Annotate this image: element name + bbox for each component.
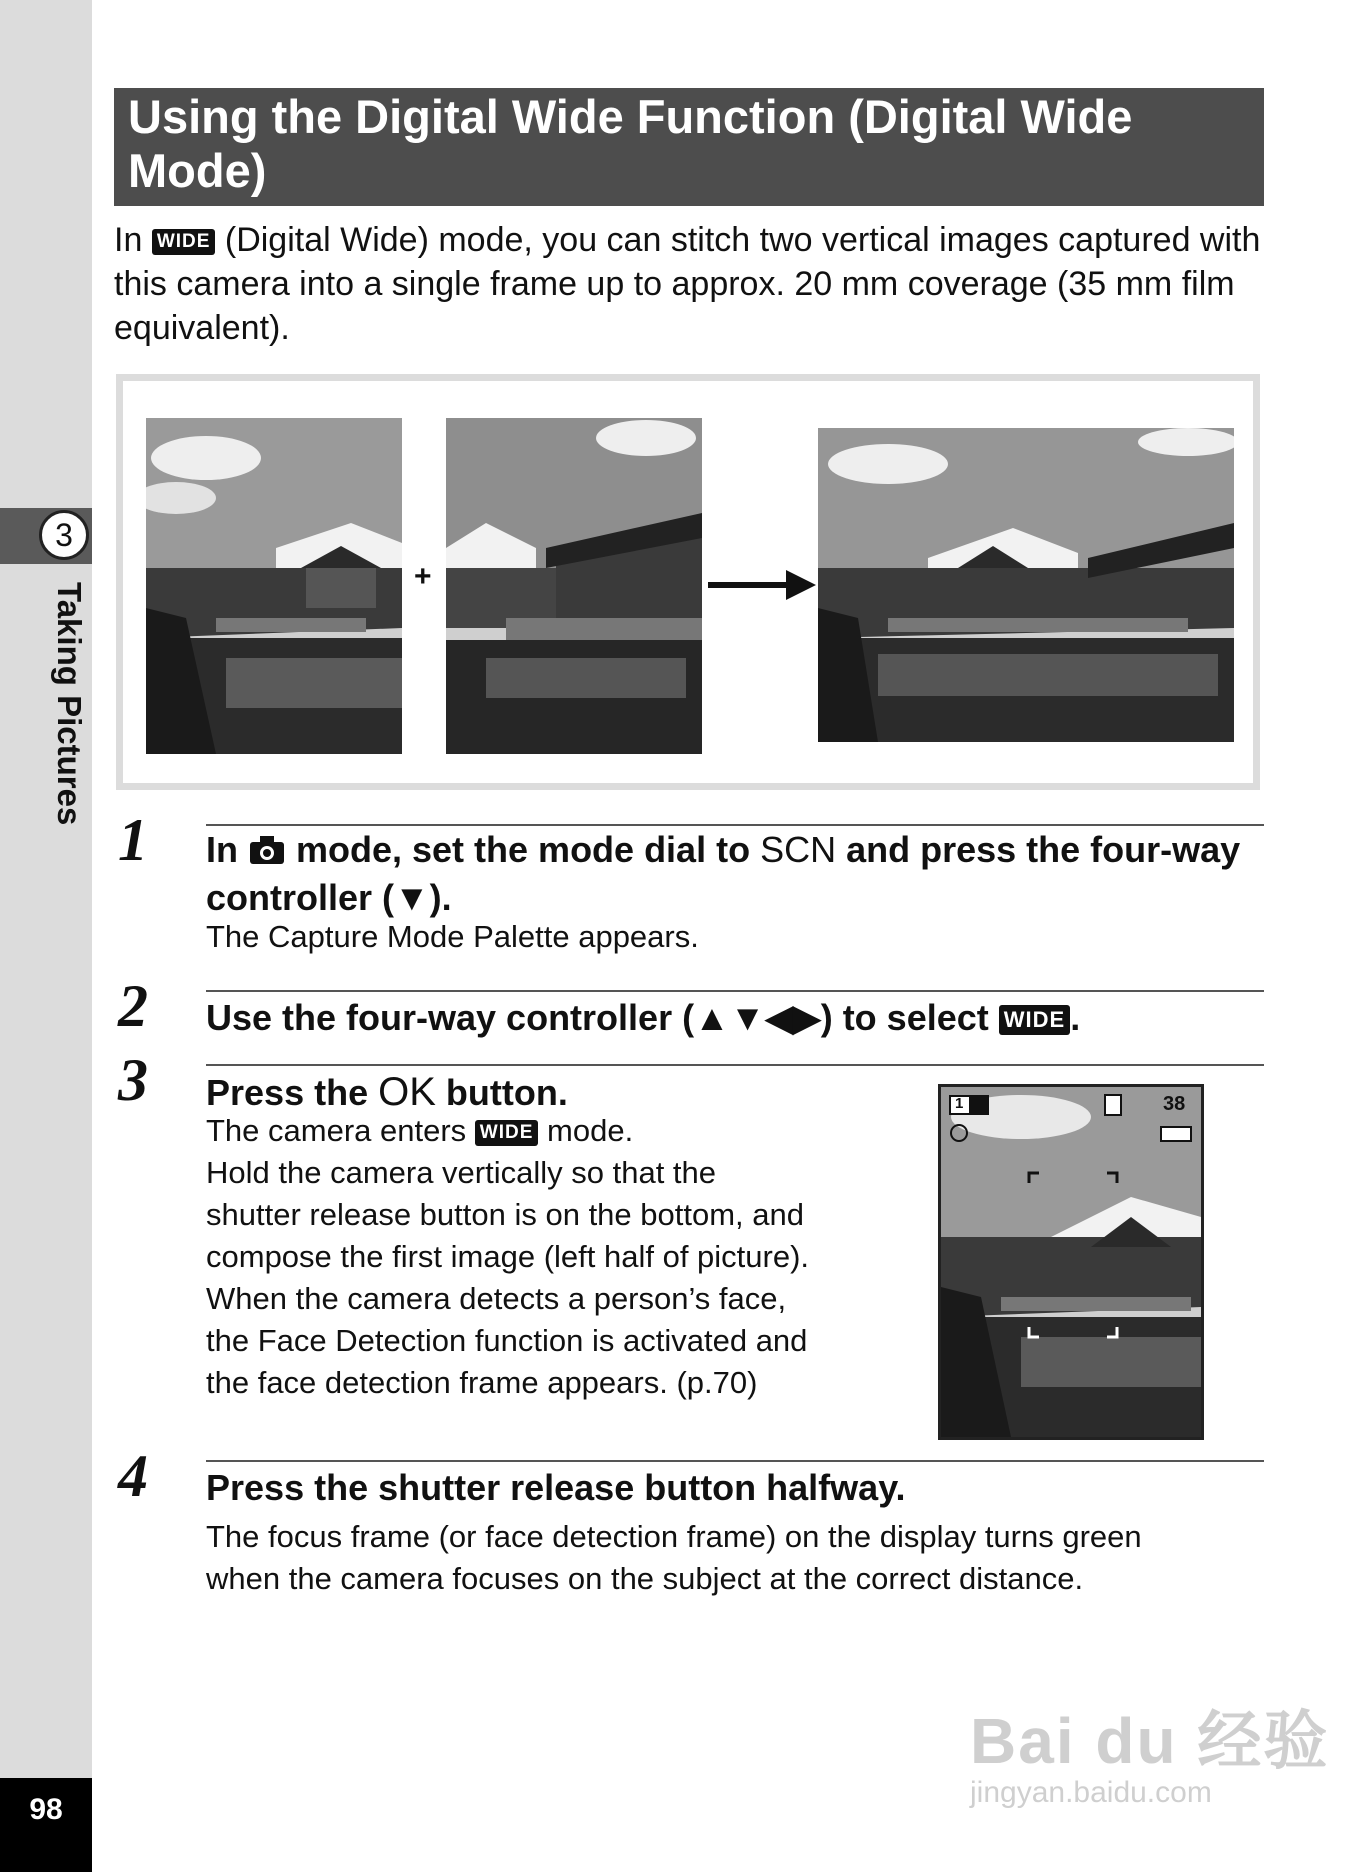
step-2-number: 2 [118,973,148,1039]
step-1-title-text-c: and press the four-way controller (▼). [206,829,1241,918]
step-3-title-text-a: Press the [206,1072,379,1113]
baidu-watermark [970,1690,1329,1810]
arrow-right-icon [708,570,818,600]
step-2-title [206,994,1266,1042]
page-number: 98 [29,1793,63,1826]
section-title: Using the Digital Wide Function (Digital Wide Mode) [128,90,1133,197]
chapter-title: Taking Pictures [51,582,88,826]
step-4-number: 4 [118,1443,148,1509]
step-3-body-text-a: The camera enters [206,1113,475,1148]
wide-mode-icon: WIDE [999,1005,1070,1035]
camera-display-scene [941,1087,1201,1437]
step-1-number: 1 [118,807,148,873]
step-4-body [206,1516,1266,1600]
plus-sign: + [414,560,432,593]
step-3-divider [206,1064,1264,1066]
step-3-title-text-b: button. [435,1072,568,1113]
wide-mode-icon: WIDE [475,1120,539,1146]
step-4-title: Press the shutter release button halfway. [206,1467,906,1508]
intro-text-end: (Digital Wide) mode, you can stitch two vertical images captured with this camera into a single frame up to approx. 20 mm coverage (35 mm film equivalent). [114,221,1261,347]
ok-button-icon: OK [378,1070,436,1114]
frame-count: 1 [955,1095,964,1112]
step-1-title [206,826,1266,922]
watermark-url: jingyan.baidu.com [970,1776,1212,1809]
watermark-logo-text: Bai du 经验 [970,1705,1330,1777]
step-3-body-first-line [206,1110,886,1152]
left-half-photo [146,418,402,754]
camera-display-illustration [938,1084,1204,1440]
step-3-body [206,1110,886,1404]
shots-remaining: 38 [1163,1093,1186,1115]
right-half-photo [446,418,702,754]
step-3-body-line: the Face Detection function is activated and [206,1323,808,1358]
step-3-number: 3 [118,1047,148,1113]
step-4-body-line: The focus frame (or face detection frame) on the display turns green [206,1519,1142,1554]
step-3-body-line: compose the first image (left half of picture). [206,1239,810,1274]
step-1-body: The Capture Mode Palette appears. [206,919,699,954]
step-1-title-text-a: In [206,829,248,870]
step-3-body-line: Hold the camera vertically so that the [206,1155,717,1190]
stitched-wide-photo [818,428,1234,742]
camera-icon [248,834,286,866]
chapter-number: 3 [39,510,89,560]
step-1-title-text-b: mode, set the mode dial to [286,829,761,870]
step-2-title-text-a: Use the four-way controller (▲▼◀▶) to select [206,997,999,1038]
step-2-divider [206,990,1264,992]
step-3-body-text-b: mode. [538,1113,634,1148]
step-4-body-line: when the camera focuses on the subject at the correct distance. [206,1561,1084,1596]
intro-text-start: In [114,221,152,259]
step-2-title-text-b: . [1070,997,1081,1038]
step-3-body-line: When the camera detects a person’s face, [206,1281,787,1316]
step-3-body-line: the face detection frame appears. (p.70) [206,1365,758,1400]
intro-paragraph [114,218,1264,350]
wide-mode-icon: WIDE [152,229,216,255]
step-4-divider [206,1460,1264,1462]
step-3-body-line: shutter release button is on the bottom, and [206,1197,804,1232]
chapter-sidebar [0,0,92,1872]
scn-mode-icon: SCN [760,829,837,870]
